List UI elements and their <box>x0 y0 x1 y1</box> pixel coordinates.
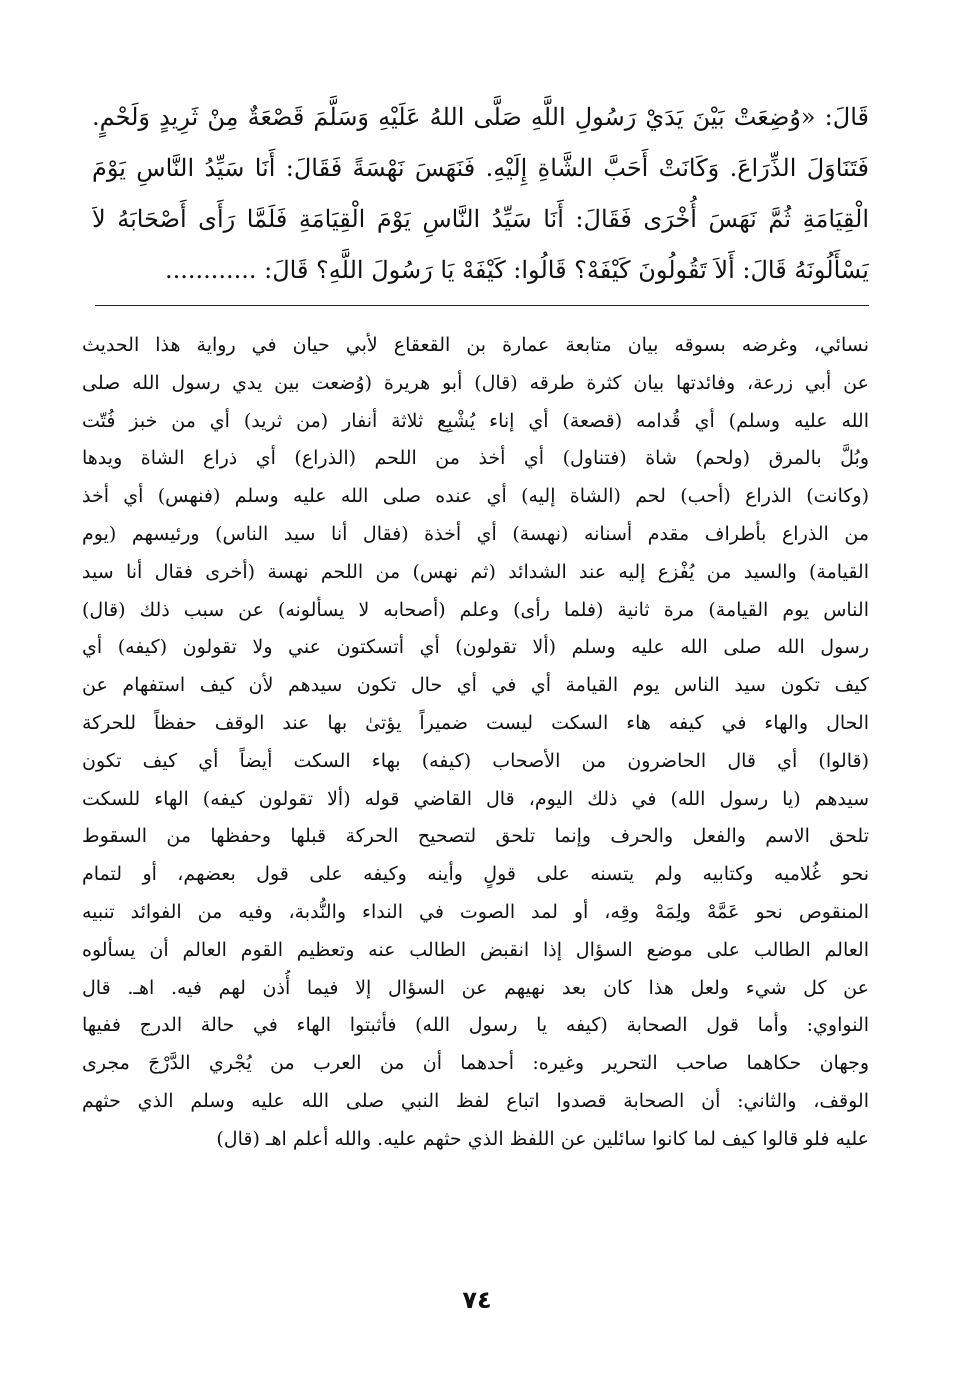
commentary-line: تلحق الاسم والفعل والحرف وإنما تلحق لتصحيح الحركة قبلها وحفظها من السقوط <box>82 825 869 848</box>
hadith-line: يَسْأَلُونَهُ قَالَ: أَلاَ تَقُولُونَ كَيْفَهْ؟ قَالُوا: كَيْفَهْ يَا رَسُولَ اللَّهِ؟ قَالَ: ............ <box>164 256 869 284</box>
page-number: ٧٤ <box>462 1286 492 1314</box>
commentary-line: سيدهم (يا رسول الله) في ذلك اليوم، قال القاضي قوله (ألا تقولون كيفه) الهاء للسكت <box>82 787 869 810</box>
hadith-line: فَتَنَاوَلَ الذِّرَاعَ. وَكَانَتْ أَحَبَّ الشَّاةِ إِلَيْهِ. فَنَهَسَ نَهْسَةً فَقَالَ: أَنَا سَيِّدُ النَّاسِ يَوْمَ <box>92 154 869 182</box>
commentary-block <box>82 327 869 1159</box>
commentary-line: الناس يوم القيامة) مرة ثانية (فلما رأى) وعلم (أصحابه لا يسألونه) عن سبب ذلك (قال) <box>82 598 869 621</box>
commentary-line: عن أبي زرعة، وفائدتها بيان كثرة طرقه (قال) أبو هريرة (وُضعت بين يدي رسول الله صلى <box>82 371 869 394</box>
commentary-line: من الذراع بأطراف مقدم أسنانه (نهسة) أي أخذة (فقال أنا سيد الناس) ورئيسهم (يوم <box>82 522 869 545</box>
hadith-line: الْقِيَامَةِ ثُمَّ نَهَسَ أُخْرَى فَقَالَ: أَنَا سَيِّدُ النَّاسِ يَوْمَ الْقِيَامَةِ فَلَمَّا رَأَى أَصْحَابَهُ لاَ <box>92 205 869 233</box>
commentary-line: عليه فلو قالوا كيف لما كانوا سائلين عن اللفظ الذي حثهم عليه. والله أعلم اهـ (قال) <box>216 1127 869 1150</box>
commentary-line: نسائي، وغرضه بسوقه بيان متابعة عمارة بن القعقاع لأبي حيان في رواية هذا الحديث <box>82 334 869 356</box>
commentary-line: كيف تكون سيد الناس يوم القيامة أي في أي حال تكون سيدهم لأن كيف استفهام عن <box>82 674 869 697</box>
commentary-line: وجهان حكاهما صاحب التحرير وغيره: أحدهما أن من العرب من يُجْري الدَّرْجَ مجرى <box>82 1052 869 1075</box>
commentary-line: (قالوا) أي قال الحاضرون من الأصحاب (كيفه) بهاء السكت أيضاً أي كيف تكون <box>82 749 869 772</box>
commentary-line: الحال والهاء في كيفه هاء السكت ليست ضميراً يؤتىٰ بها عند الوقف حفظاً للحركة <box>82 711 869 734</box>
commentary-line: نحو غُلاميه وكتابيه ولم يتسنه على قولٍ وأينه وكيفه على قول بعضهم، أو لتمام <box>82 863 869 886</box>
hadith-line: قَالَ: «وُضِعَتْ بَيْنَ يَدَيْ رَسُولِ اللَّهِ صَلَّى اللهُ عَلَيْهِ وَسَلَّمَ قَصْعَةٌ مِنْ ثَرِيدٍ وَلَحْمٍ. <box>92 103 869 131</box>
commentary-line: رسول الله صلى الله عليه وسلم (ألا تقولون) أي أتسكتون عني ولا تقولون (كيفه) أي <box>82 636 869 659</box>
commentary-line: العالم الطالب على موضع السؤال إذا انقبض الطالب عنه وتعظيم القوم العالم أن يسألوه <box>82 938 869 961</box>
commentary-line: المنقوص نحو عَمَّهْ ولِمَهْ وقِه، أو لمد الصوت في النداء والنُّدبة، وفيه من الفوائد تنبيه <box>82 900 869 923</box>
footnote-divider <box>95 305 869 306</box>
commentary-line: الوقف، والثاني: أن الصحابة قصدوا اتباع لفظ النبي صلى الله عليه وسلم الذي حثهم <box>82 1089 869 1112</box>
hadith-text-block <box>92 92 869 296</box>
commentary-line: القيامة) والسيد من يُفْزع إليه عند الشدائد (ثم نهس) من اللحم نهسة (أخرى فقال أنا سيد <box>82 560 869 583</box>
commentary-line: النواوي: وأما قول الصحابة (كيفه يا رسول الله) فأثبتوا الهاء في حالة الدرج ففيها <box>82 1014 869 1037</box>
commentary-line: عن كل شيء ولعل هذا كان بعد نهيهم عن السؤال إلا فيما أُذن لهم فيه. اهـ. قال <box>82 976 869 999</box>
commentary-line: الله عليه وسلم) أي قُدامه (قصعة) أي إناء يُشْبِع ثلاثة أنفار (من ثريد) أي من خبز فُتّت <box>82 409 869 432</box>
commentary-line: وبُلَّ بالمرق (ولحم) شاة (فتناول) أي أخذ من اللحم (الذراع) أي ذراع الشاة ويدها <box>82 447 869 470</box>
commentary-line: (وكانت) الذراع (أحب) لحم (الشاة إليه) أي عنده صلى الله عليه وسلم (فنهس) أي أخذ <box>82 485 869 508</box>
